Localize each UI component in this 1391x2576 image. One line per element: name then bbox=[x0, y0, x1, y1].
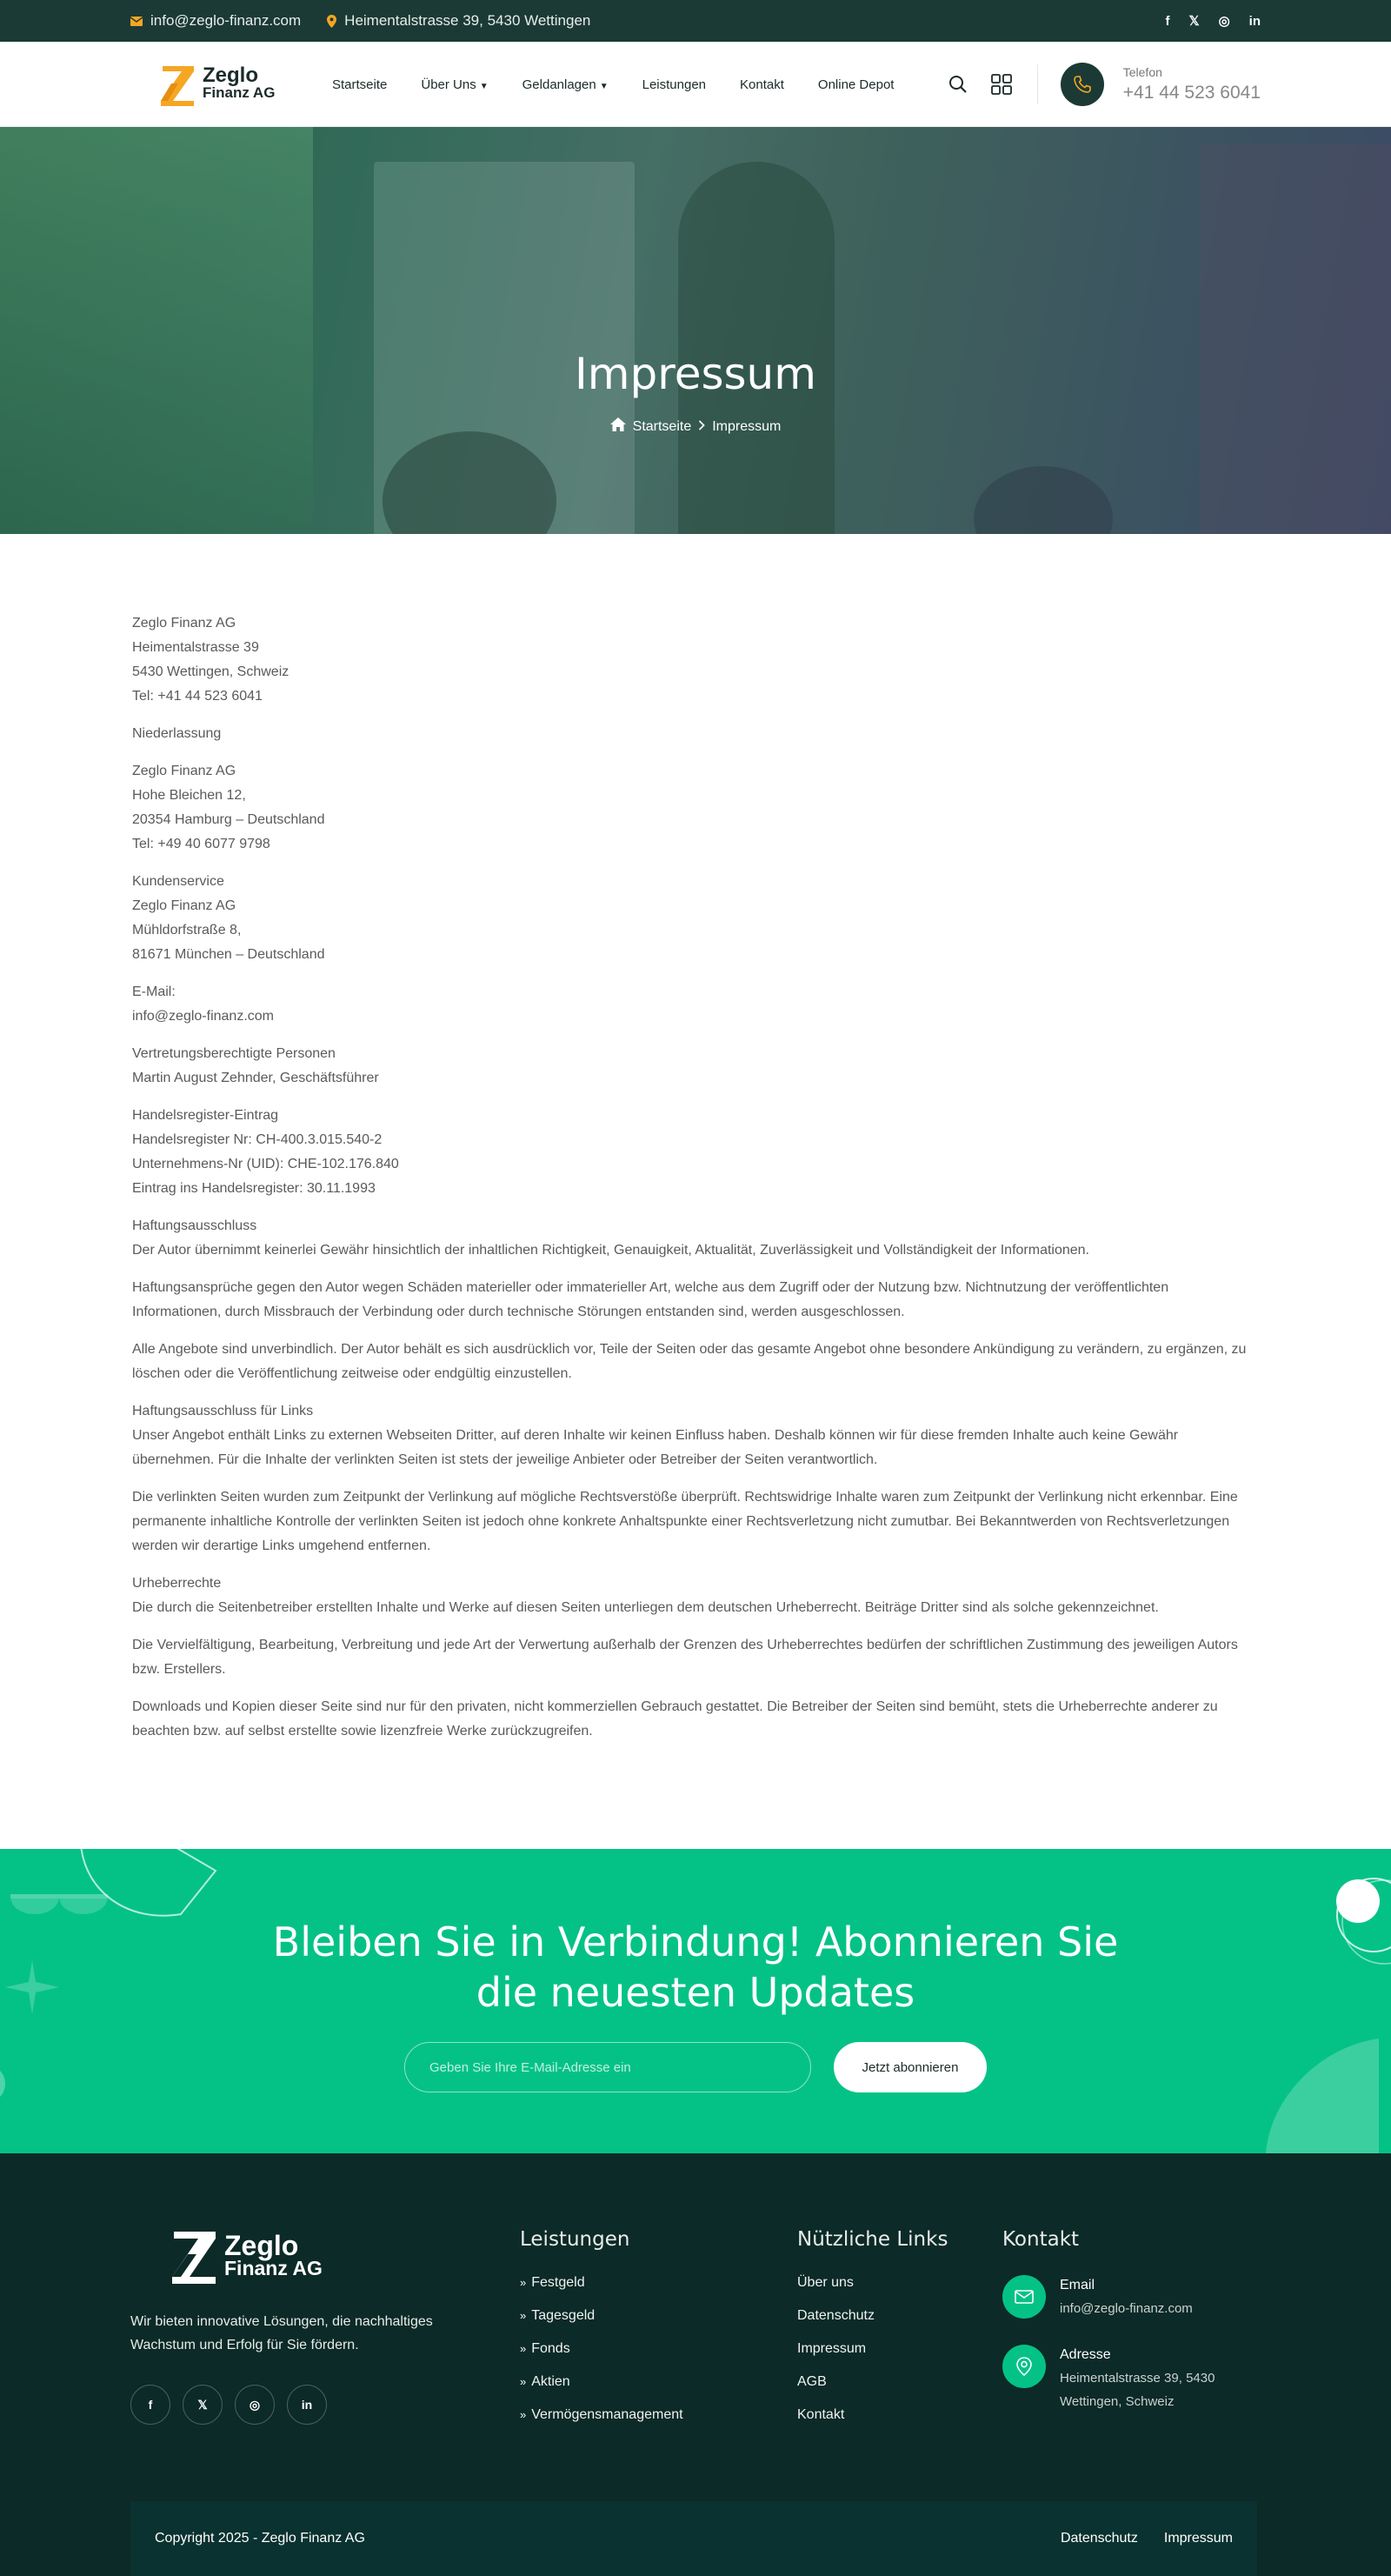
content-line: Die verlinkten Seiten wurden zum Zeitpunkt der Verlinkung auf mögliche Rechtsverstöße überprüft. Rechtswidrige Inhalte waren zum Zeitpunkt der Verlinkung nicht erkennbar. Eine permanente inhaltliche Kontrolle der verlinkten Seiten ist jedoch ohne konkrete Anhaltspunkte einer Rechtsverletzung nicht zumutbar. Bei Bekanntwerden von Rechtsverletzungen werden wir derartige Links umgehend entfernen. bbox=[132, 1490, 1238, 1553]
content-line: Vertretungsberechtigte Personen bbox=[132, 1046, 336, 1061]
x-twitter-icon[interactable]: 𝕏 bbox=[183, 2385, 223, 2425]
home-icon bbox=[610, 417, 626, 436]
copyright-text: Copyright 2025 - Zeglo Finanz AG bbox=[155, 2531, 365, 2546]
newsletter-form bbox=[404, 2042, 987, 2092]
nav-geldanlagen-label: Geldanlagen bbox=[522, 77, 596, 92]
newsletter-title-line1: Bleiben Sie in Verbindung! Abonnieren Sie bbox=[272, 1919, 1119, 1965]
content-paragraph bbox=[132, 1214, 1259, 1263]
main-header bbox=[0, 42, 1391, 127]
phone-icon[interactable] bbox=[1061, 63, 1104, 106]
newsletter-title-line2: die neuesten Updates bbox=[476, 1969, 915, 2016]
content-line: Handelsregister-Eintrag bbox=[132, 1108, 279, 1123]
decorative-star bbox=[5, 1960, 59, 2014]
linkedin-icon[interactable]: in bbox=[1248, 13, 1261, 29]
footer-logo[interactable] bbox=[170, 2228, 323, 2286]
facebook-icon[interactable]: f bbox=[130, 2385, 170, 2425]
search-icon[interactable] bbox=[947, 73, 969, 96]
footer-service-item[interactable] bbox=[520, 2374, 683, 2407]
content-line: Niederlassung bbox=[132, 726, 222, 741]
content-line: E-Mail: bbox=[132, 984, 176, 999]
content-line: Handelsregister Nr: CH-400.3.015.540-2 bbox=[132, 1132, 383, 1147]
footer-service-label: Aktien bbox=[531, 2374, 570, 2389]
footer-service-label: Festgeld bbox=[531, 2275, 585, 2290]
content-line: Mühldorfstraße 8, bbox=[132, 923, 242, 938]
zeglo-logo-mark-icon bbox=[159, 63, 197, 106]
footer-brand-suffix: Finanz AG bbox=[224, 2257, 323, 2279]
content-paragraph bbox=[132, 759, 1259, 857]
main-nav bbox=[332, 42, 894, 127]
content-paragraph bbox=[132, 722, 1259, 746]
impressum-content bbox=[132, 611, 1259, 1757]
content-paragraph bbox=[132, 1104, 1259, 1201]
footer-link-agb[interactable]: AGB bbox=[797, 2374, 827, 2389]
footer-services bbox=[520, 2228, 683, 2440]
footer-description: Wir bieten innovative Lösungen, die nachhaltiges Wachstum und Erfolg für Sie fördern. bbox=[130, 2314, 433, 2352]
footer-link-ueber-uns[interactable]: Über uns bbox=[797, 2275, 854, 2290]
chevron-right-icon bbox=[698, 419, 705, 435]
content-paragraph bbox=[132, 870, 1259, 967]
map-pin-icon bbox=[327, 15, 336, 28]
content-line: Downloads und Kopien dieser Seite sind nur für den privaten, nicht kommerziellen Gebrauch gestattet. Die Betreiber der Seiten sind bemüht, stets die Urheberrechte anderer zu beachten bzw. auf selbst erstellte sowie lizenzfreie Werke zurückzugreifen. bbox=[132, 1699, 1218, 1738]
footer-address-value: Heimentalstrasse 39, 5430 Wettingen, Schweiz bbox=[1060, 2371, 1215, 2409]
content-paragraph bbox=[132, 1042, 1259, 1091]
footer-service-label: Vermögensmanagement bbox=[531, 2407, 683, 2422]
page-title: Impressum bbox=[575, 349, 816, 399]
top-bar bbox=[0, 0, 1391, 42]
content-line: Tel: +49 40 6077 9798 bbox=[132, 837, 270, 851]
footer-link-kontakt[interactable]: Kontakt bbox=[797, 2407, 845, 2422]
footer-contact bbox=[1002, 2228, 1242, 2438]
nav-ueber-uns-label: Über Uns bbox=[421, 77, 476, 92]
instagram-icon[interactable]: ◎ bbox=[1218, 14, 1230, 29]
decorative-half-circles bbox=[10, 1894, 108, 1946]
content-line: Unser Angebot enthält Links zu externen Webseiten Dritter, auf deren Inhalte wir keinen Einfluss haben. Deshalb können wir für diese fremden Inhalte auch keine Gewähr übernehmen. Für die Inhalte der verlinkten Seiten ist stets der jeweilige Anbieter oder Betreiber der Seiten verantwortlich. bbox=[132, 1428, 1179, 1467]
double-chevron-icon: » bbox=[520, 2375, 527, 2388]
content-line: Zeglo Finanz AG bbox=[132, 764, 236, 778]
phone-number[interactable]: +41 44 523 6041 bbox=[1122, 83, 1261, 103]
chevron-down-icon: ▼ bbox=[599, 81, 609, 91]
content-paragraph bbox=[132, 611, 1259, 709]
breadcrumb-home[interactable]: Startseite bbox=[632, 418, 692, 434]
content-line: Heimentalstrasse 39 bbox=[132, 640, 259, 655]
footer-email-value[interactable]: info@zeglo-finanz.com bbox=[1060, 2301, 1193, 2316]
content-line: Die durch die Seitenbetreiber erstellten Inhalte und Werke auf diesen Seiten unterliegen dem deutschen Urheberrecht. Beiträge Dritter sind als solche gekennzeichnet. bbox=[132, 1600, 1159, 1615]
nav-leistungen[interactable]: Leistungen bbox=[642, 77, 707, 92]
footer-service-item[interactable] bbox=[520, 2407, 683, 2440]
content-line: 20354 Hamburg – Deutschland bbox=[132, 812, 325, 827]
subscribe-button[interactable]: Jetzt abonnieren bbox=[834, 2042, 987, 2092]
footer-email-label: Email bbox=[1060, 2278, 1095, 2292]
decorative-quarter-circle bbox=[1266, 2039, 1391, 2153]
content-line: Haftungsansprüche gegen den Autor wegen Schäden materieller oder immaterieller Art, welche aus dem Zugriff oder der Nutzung bzw. Nichtnutzung der veröffentlichten Informationen, durch Missbrauch der Verbindung oder durch technische Störungen entstanden sind, werden ausgeschlossen. bbox=[132, 1280, 1169, 1319]
x-twitter-icon[interactable]: 𝕏 bbox=[1188, 14, 1200, 29]
double-chevron-icon: » bbox=[520, 2309, 527, 2322]
footer-links-title: Nützliche Links bbox=[797, 2228, 948, 2251]
footer-useful-links bbox=[797, 2228, 948, 2440]
nav-online-depot[interactable]: Online Depot bbox=[817, 77, 895, 92]
content-paragraph bbox=[132, 1633, 1259, 1682]
double-chevron-icon: » bbox=[520, 2276, 527, 2289]
footer-services-title: Leistungen bbox=[520, 2228, 630, 2251]
content-line: Die Vervielfältigung, Bearbeitung, Verbreitung und jede Art der Verwertung außerhalb der Grenzen des Urheberrechtes bedürfen der schriftlichen Zustimmung des jeweiligen Autors bzw. Erstellers. bbox=[132, 1638, 1238, 1677]
chevron-down-icon: ▼ bbox=[479, 81, 489, 91]
footer-link-datenschutz[interactable]: Datenschutz bbox=[797, 2308, 875, 2323]
content-line: Urheberrechte bbox=[132, 1576, 222, 1591]
brand-name: Zeglo bbox=[203, 63, 258, 87]
content-line: Unternehmens-Nr (UID): CHE-102.176.840 bbox=[132, 1157, 399, 1171]
map-pin-icon bbox=[1002, 2345, 1046, 2388]
header-divider bbox=[1037, 64, 1038, 104]
content-line: 5430 Wettingen, Schweiz bbox=[132, 664, 290, 679]
newsletter-section bbox=[0, 1849, 1391, 2153]
bottom-link-impressum[interactable]: Impressum bbox=[1163, 2531, 1233, 2546]
content-line: Alle Angebote sind unverbindlich. Der Autor behält es sich ausdrücklich vor, Teile der Seiten oder das gesamte Angebot ohne besondere Ankündigung zu verändern, zu ergänzen, zu löschen oder die Veröffentlichung zeitweise oder endgültig einzustellen. bbox=[132, 1342, 1247, 1381]
content-paragraph bbox=[132, 1276, 1259, 1325]
hero-overlay bbox=[0, 127, 1391, 534]
content-paragraph bbox=[132, 1399, 1259, 1472]
envelope-icon bbox=[1002, 2275, 1046, 2319]
content-line: Haftungsausschluss für Links bbox=[132, 1404, 314, 1418]
newsletter-title bbox=[261, 1917, 1130, 2018]
envelope-icon bbox=[130, 17, 143, 26]
footer-contact-title: Kontakt bbox=[1002, 2228, 1080, 2251]
breadcrumb-current: Impressum bbox=[712, 418, 782, 434]
breadcrumb bbox=[0, 417, 1391, 436]
footer-service-label: Tagesgeld bbox=[531, 2308, 596, 2323]
bottom-link-datenschutz[interactable]: Datenschutz bbox=[1060, 2531, 1138, 2546]
footer-social bbox=[130, 2385, 327, 2425]
topbar-email[interactable] bbox=[130, 12, 301, 30]
content-line: Der Autor übernimmt keinerlei Gewähr hinsichtlich der inhaltlichen Richtigkeit, Genauigkeit, Aktualität, Zuverlässigkeit und Vollständigkeit der Informationen. bbox=[132, 1243, 1089, 1258]
footer-bottom-bar bbox=[130, 2501, 1257, 2576]
content-line: 81671 München – Deutschland bbox=[132, 947, 325, 962]
brand-logo[interactable] bbox=[159, 63, 275, 106]
double-chevron-icon: » bbox=[520, 2408, 527, 2421]
site-footer bbox=[0, 2153, 1391, 2576]
footer-contact-address bbox=[1002, 2345, 1242, 2413]
content-line: Tel: +41 44 523 6041 bbox=[132, 689, 263, 704]
nav-geldanlagen[interactable] bbox=[522, 77, 609, 92]
phone-label: Telefon bbox=[1122, 65, 1162, 79]
decorative-circles bbox=[1321, 1873, 1391, 1969]
footer-contact-email bbox=[1002, 2275, 1242, 2320]
content-line: Hohe Bleichen 12, bbox=[132, 788, 246, 803]
content-line: Haftungsausschluss bbox=[132, 1218, 257, 1233]
nav-kontakt[interactable]: Kontakt bbox=[740, 77, 784, 92]
page-hero bbox=[0, 127, 1391, 534]
footer-service-item[interactable] bbox=[520, 2275, 683, 2308]
content-line: Zeglo Finanz AG bbox=[132, 616, 236, 631]
linkedin-icon[interactable]: in bbox=[287, 2385, 327, 2425]
content-line: Kundenservice bbox=[132, 874, 224, 889]
decorative-shape bbox=[0, 2071, 10, 2097]
content-line: Zeglo Finanz AG bbox=[132, 898, 236, 913]
topbar-email-text[interactable]: info@zeglo-finanz.com bbox=[150, 12, 302, 29]
footer-service-item[interactable] bbox=[520, 2341, 683, 2374]
grid-menu-icon[interactable] bbox=[990, 73, 1013, 96]
newsletter-email-input[interactable] bbox=[404, 2042, 811, 2092]
nav-ueber-uns[interactable] bbox=[421, 77, 488, 92]
topbar-address-text: Heimentalstrasse 39, 5430 Wettingen bbox=[344, 12, 591, 29]
content-paragraph bbox=[132, 1572, 1259, 1620]
instagram-icon[interactable]: ◎ bbox=[235, 2385, 275, 2425]
footer-address-label: Adresse bbox=[1060, 2347, 1111, 2362]
double-chevron-icon: » bbox=[520, 2342, 527, 2355]
footer-service-label: Fonds bbox=[531, 2341, 570, 2356]
content-paragraph bbox=[132, 1338, 1259, 1386]
footer-brand-name: Zeglo bbox=[224, 2230, 299, 2261]
content-line: info@zeglo-finanz.com bbox=[132, 1009, 274, 1024]
topbar-address bbox=[327, 12, 590, 30]
footer-service-item[interactable] bbox=[520, 2308, 683, 2341]
content-paragraph bbox=[132, 1485, 1259, 1558]
zeglo-logo-mark-icon bbox=[170, 2228, 219, 2286]
content-line: Eintrag ins Handelsregister: 30.11.1993 bbox=[132, 1181, 376, 1196]
content-line: Martin August Zehnder, Geschäftsführer bbox=[132, 1071, 379, 1085]
nav-startseite[interactable]: Startseite bbox=[332, 77, 388, 92]
footer-link-impressum[interactable]: Impressum bbox=[797, 2341, 867, 2356]
content-paragraph bbox=[132, 1695, 1259, 1744]
facebook-icon[interactable]: f bbox=[1165, 13, 1170, 29]
brand-suffix: Finanz AG bbox=[203, 84, 276, 101]
content-paragraph bbox=[132, 980, 1259, 1029]
